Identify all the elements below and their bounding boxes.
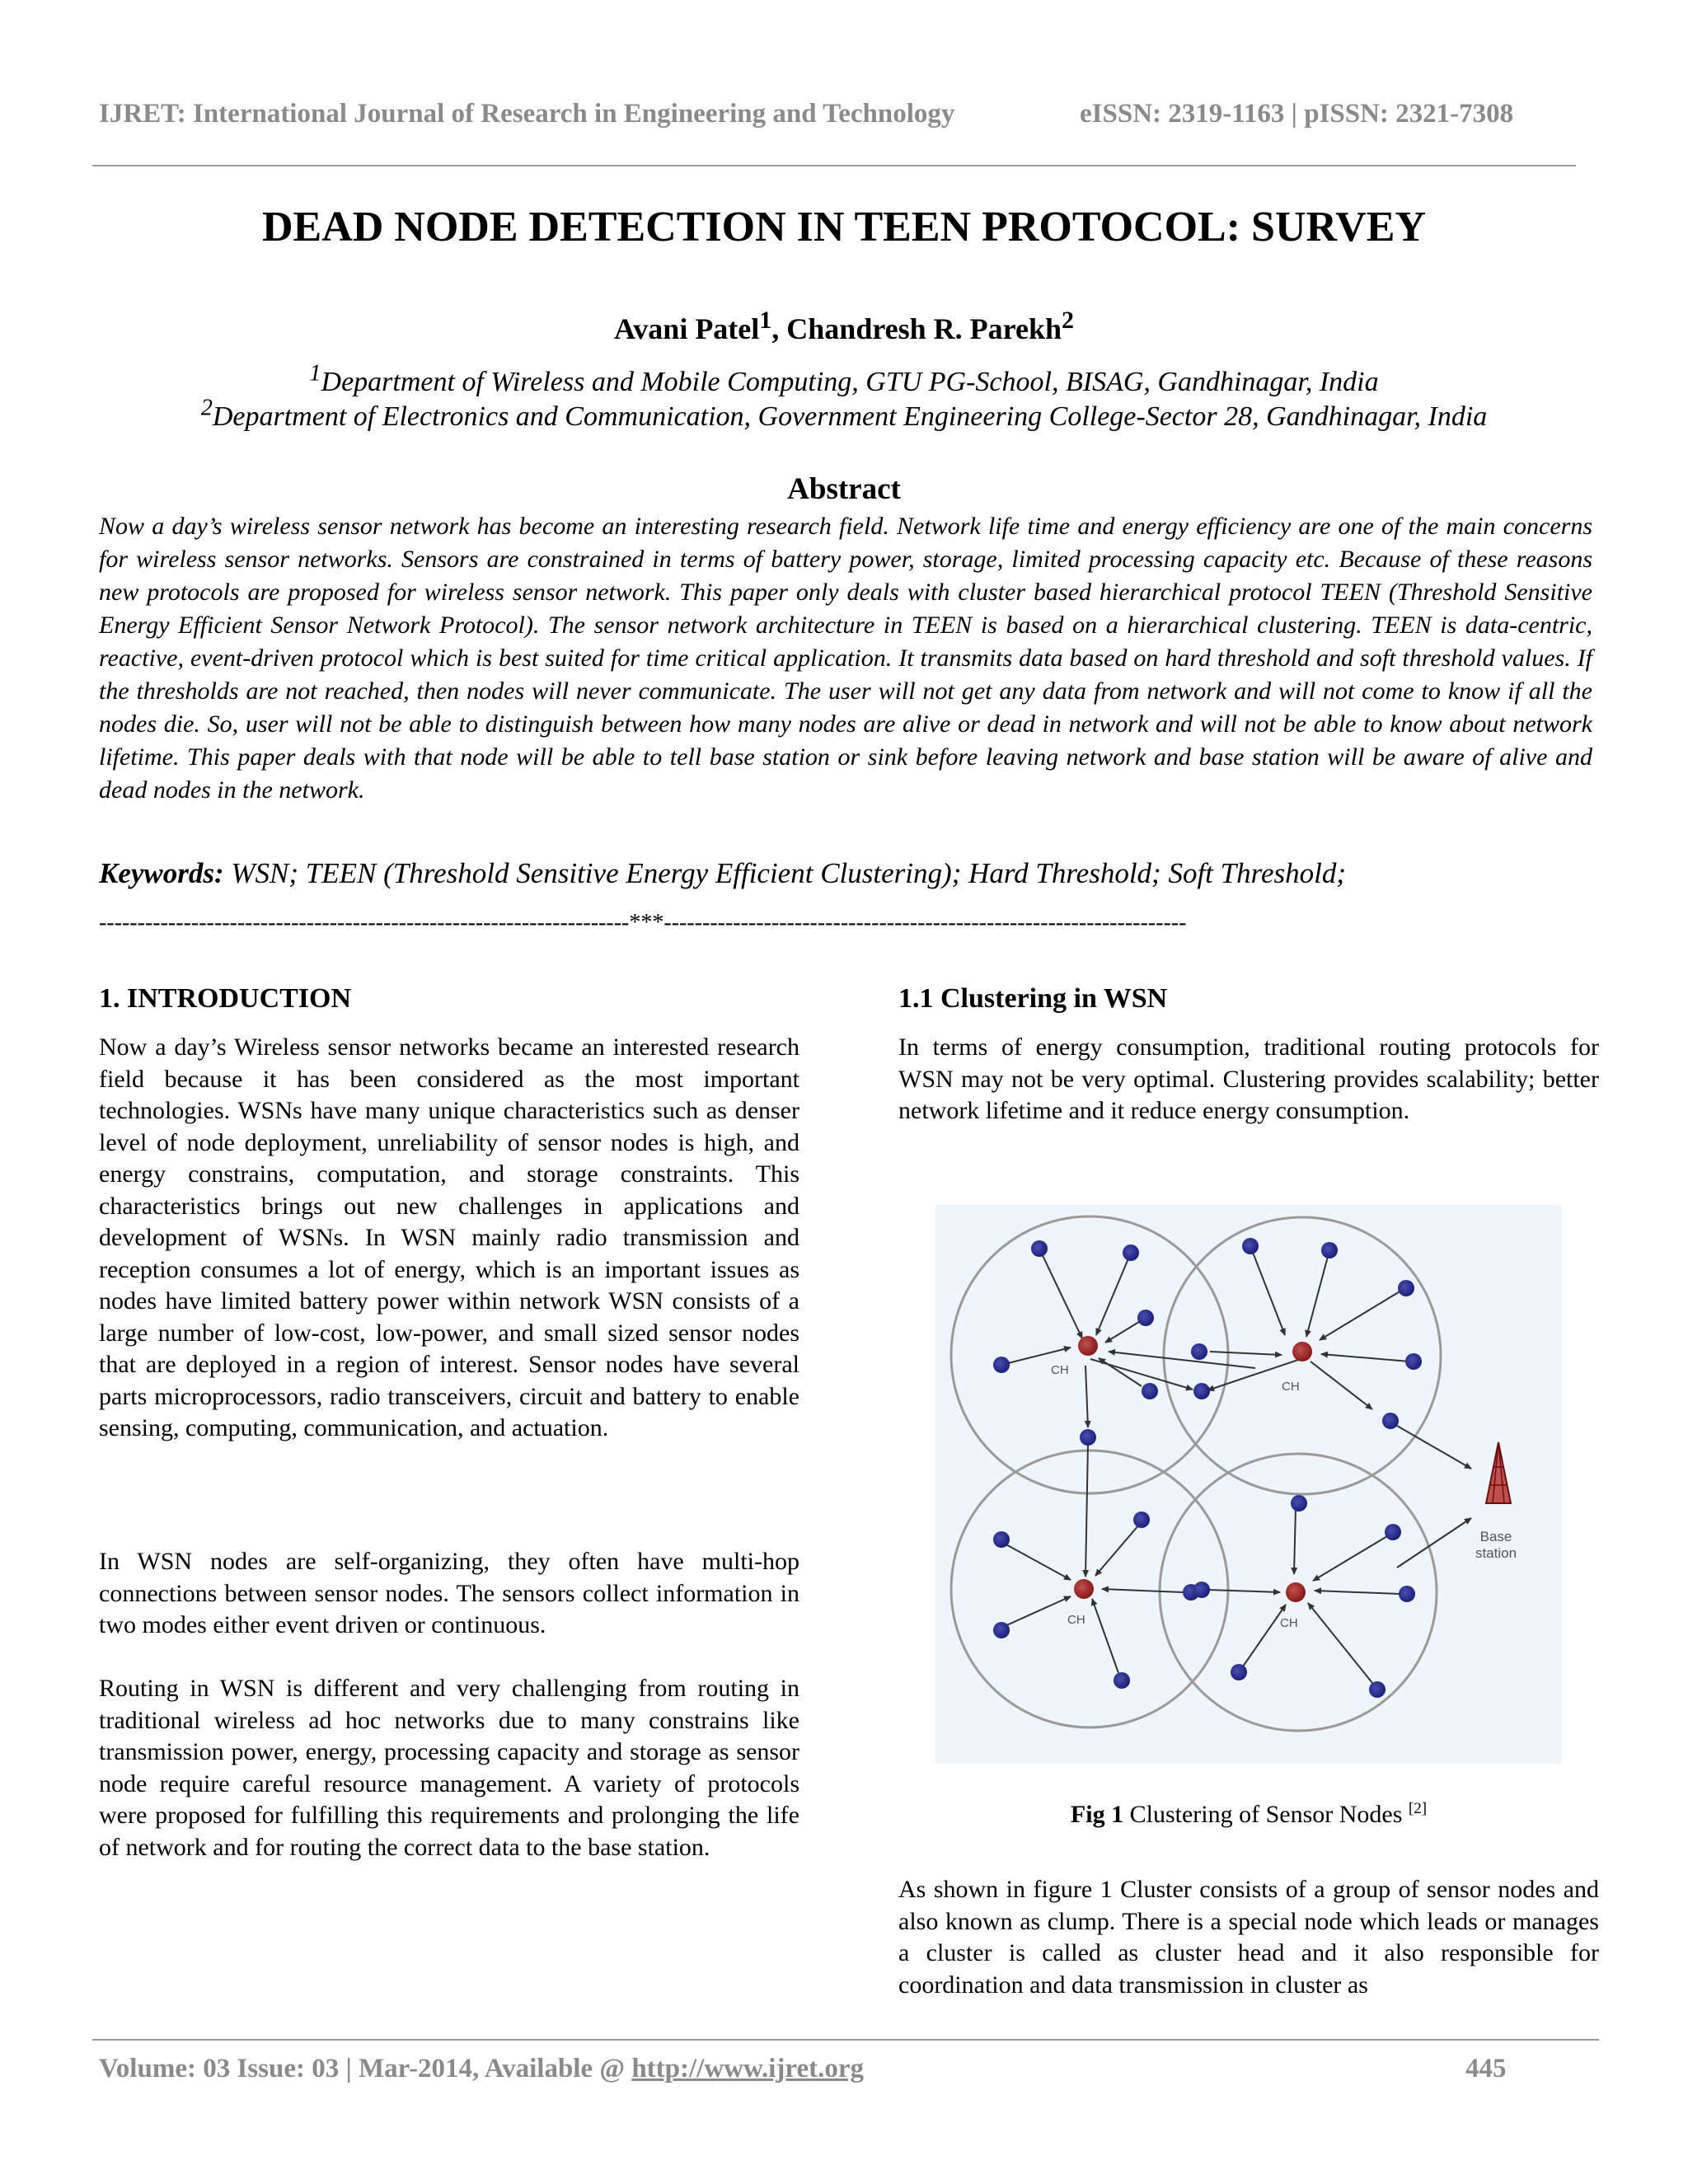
figure-caption: [898, 1801, 1599, 1829]
section-separator: ---------------------------------------------------------------------***--------------------------------------------------------------------: [99, 910, 1187, 935]
affiliation-1: [0, 360, 1688, 398]
footer-volume: [99, 2054, 864, 2084]
intro-paragraph-1: Now a day’s Wireless sensor networks became an interested research field because it has been considered as the most important technologies. WSNs have many unique characteristics such as denser level of node deployment, unreliability of sensor nodes is high, and energy constrains, computation, and storage constraints. This characteristics brings out new challenges in applications and development of WSNs. In WSN mainly radio transmission and reception consumes a lot of energy, which is an important issues as nodes have limited battery power within network WSN consists of a large number of low-cost, low-power, and small sized sensor nodes that are deployed in a region of interest. Sensor nodes have several parts microprocessors, radio transceivers, circuit and battery to enable sensing, computing, communication, and actuation.: [99, 1033, 799, 1441]
affiliation-1-sup: 1: [309, 360, 321, 387]
author-1: Avani Patel: [613, 312, 760, 345]
keywords: [99, 857, 1346, 890]
keywords-label: Keywords:: [99, 857, 224, 889]
figure-caption-label: Fig 1: [1070, 1801, 1124, 1828]
affiliation-1-text: Department of Wireless and Mobile Computing, GTU PG-School, BISAG, Gandhinagar, India: [321, 367, 1379, 397]
clustering-paragraph-1: In terms of energy consumption, traditional routing protocols for WSN may not be very optimal. Clustering provides scalability; better network lifetime and it reduce energy consumption.: [898, 1033, 1599, 1124]
clustering-paragraph-2: As shown in figure 1 Cluster consists of a group of sensor nodes and also known as clump. There is a special node which leads or manages a cluster is called as cluster head and it also responsible for coordination and data transmission in cluster as: [898, 1876, 1599, 1999]
author-2-sup: 2: [1062, 307, 1075, 334]
footer-link[interactable]: http://www.ijret.org: [631, 2054, 864, 2083]
base-station-label-line2: station: [1475, 1545, 1517, 1561]
figure-caption-text: Clustering of Sensor Nodes: [1123, 1801, 1409, 1828]
header-rule: [92, 165, 1576, 166]
ch-label-2: CH: [1282, 1380, 1300, 1394]
footer-volume-text: Volume: 03 Issue: 03 | Mar-2014, Available @: [99, 2054, 632, 2083]
authors: [0, 307, 1688, 346]
figure-clustering-diagram: [935, 1205, 1562, 1764]
section-heading-introduction: 1. INTRODUCTION: [99, 983, 352, 1014]
section-heading-clustering: 1.1 Clustering in WSN: [898, 983, 1168, 1014]
page-number: 445: [1465, 2054, 1507, 2083]
author-separator: ,: [771, 312, 787, 345]
ch-label-3: CH: [1067, 1613, 1085, 1627]
keywords-text: WSN; TEEN (Threshold Sensitive Energy Efficient Clustering); Hard Threshold; Soft Threshold;: [223, 857, 1346, 889]
issn: eISSN: 2319-1163 | pISSN: 2321-7308: [1080, 99, 1514, 129]
affiliation-2-sup: 2: [200, 395, 213, 421]
intro-paragraph-2: In WSN nodes are self-organizing, they often have multi-hop connections between sensor nodes. The sensors collect information in two modes either event driven or continuous.: [99, 1548, 799, 1638]
affiliation-2-text: Department of Electronics and Communication, Government Engineering College-Sector 28, Gandhinagar, India: [212, 401, 1488, 432]
base-station-label-line1: Base: [1479, 1529, 1512, 1544]
intro-paragraph-3: Routing in WSN is different and very challenging from routing in traditional wireless ad hoc networks due to many constrains like transmission power, energy, processing capacity and storage as sensor node require careful resource management. A variety of protocols were proposed for fulfilling this requirements and prolonging the life of network and for routing the correct data to the base station.: [99, 1675, 799, 1861]
abstract-heading: Abstract: [787, 472, 901, 506]
affiliation-2: [0, 395, 1688, 433]
figure-caption-ref: [2]: [1408, 1800, 1428, 1817]
footer-rule: [92, 2039, 1599, 2041]
paper-title: DEAD NODE DETECTION IN TEEN PROTOCOL: SURVEY: [261, 204, 1427, 251]
journal-name: IJRET: International Journal of Research in Engineering and Technology: [99, 99, 955, 129]
ch-label-4: CH: [1280, 1616, 1298, 1630]
ch-label-1: CH: [1051, 1363, 1069, 1377]
author-1-sup: 1: [759, 307, 772, 334]
abstract-body: Now a day’s wireless sensor network has become an interesting research field. Network life time and energy efficiency are one of the main concerns for wireless sensor networks. Sensors are constrained in terms of battery power, storage, limited processing capacity etc. Because of these reasons new protocols are proposed for wireless sensor network. This paper only deals with cluster based hierarchical protocol TEEN (Threshold Sensitive Energy Efficient Sensor Network Protocol). The sensor network architecture in TEEN is based on a hierarchical clustering. TEEN is data-centric, reactive, event-driven protocol which is best suited for time critical application. It transmits data based on hard threshold and soft threshold values. If the thresholds are not reached, then nodes will never communicate. The user will not get any data from network and will not come to know if all the nodes die. So, user will not be able to distinguish between how many nodes are alive or dead in network and will not be able to know about network lifetime. This paper deals with that node will be able to tell base station or sink before leaving network and base station will be aware of alive and dead nodes in the network.: [99, 513, 1592, 804]
cluster-diagram-svg: [935, 1205, 1562, 1764]
author-2: Chandresh R. Parekh: [786, 312, 1062, 345]
